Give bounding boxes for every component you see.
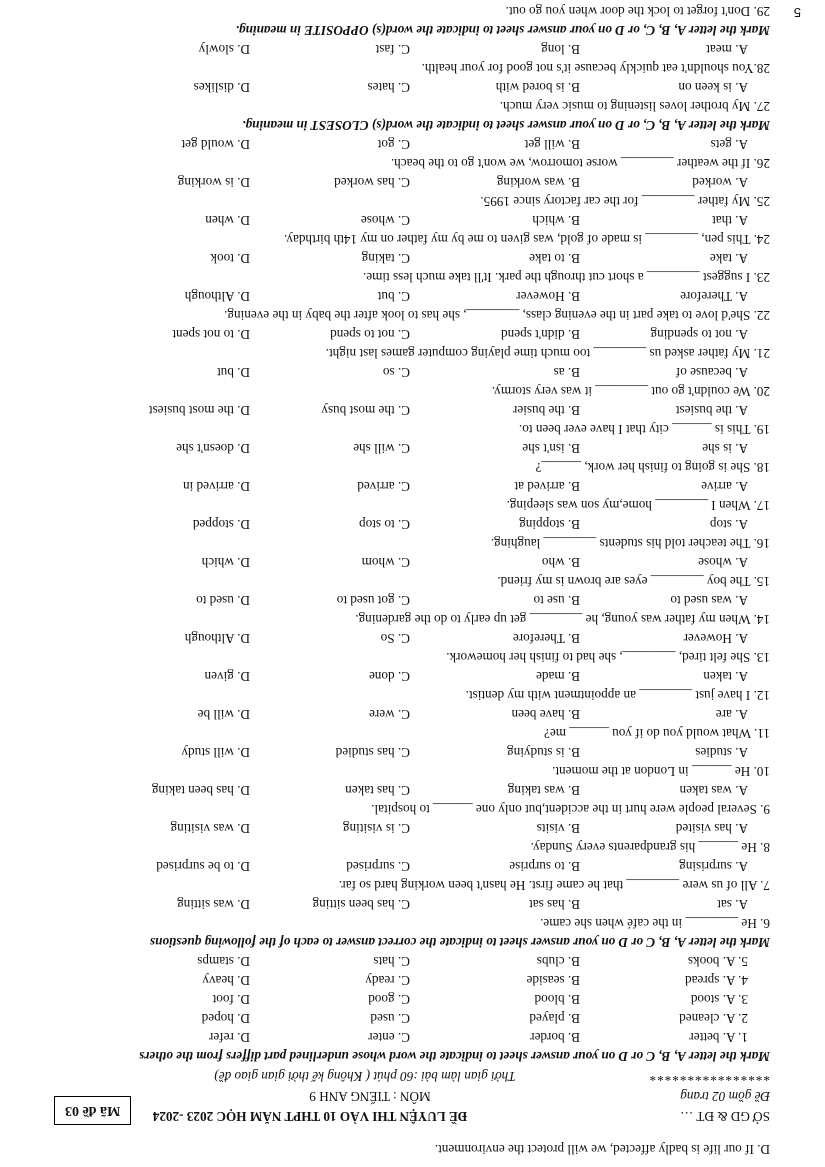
answer-option: A. worked xyxy=(692,175,748,190)
answer-option: D. would get xyxy=(181,137,250,152)
question-text: 15. The boy ________ eyes are brown is my friend. xyxy=(497,574,770,589)
answer-option: B. as xyxy=(553,365,580,380)
answer-option: C. the most busy xyxy=(321,403,410,418)
option-d: D. slowly xyxy=(198,42,250,57)
question-options xyxy=(50,211,770,230)
answer-option: B. visits xyxy=(536,821,580,836)
page-number: 5 xyxy=(793,5,801,20)
pron-row xyxy=(50,1028,770,1047)
question-options xyxy=(50,173,770,192)
answer-option: D. was sitting xyxy=(177,897,250,912)
pron-option: 3. A. stood xyxy=(690,992,748,1007)
answer-option: A. Therefore xyxy=(680,289,748,304)
answer-option: A. is she xyxy=(702,441,748,456)
section-4-instruction: Mark the letter A, B, C, or D on your answer sheet to indicate the word(s) OPPOSITE in meaning. xyxy=(235,23,770,38)
exam-code-box: Mã đề 03 xyxy=(54,1096,131,1125)
answer-option: A. studies xyxy=(695,745,748,760)
pron-option: B. blood xyxy=(534,992,580,1007)
option-a xyxy=(580,0,770,2)
answer-option: C. taking xyxy=(361,251,410,266)
question-text: 10. He ______ in London at the moment. xyxy=(552,764,770,779)
answer-option: B. isn't she xyxy=(522,441,580,456)
pron-option: C. good xyxy=(368,992,410,1007)
question-text: 9. Several people were hurt in the accident,but only one ______ to hospital. xyxy=(371,802,770,817)
answer-option: B. arrived at xyxy=(514,479,580,494)
answer-option: C. not to spend xyxy=(330,327,410,342)
answer-option: C. So xyxy=(380,631,410,646)
pron-row xyxy=(50,952,770,971)
answer-option: C. were xyxy=(368,707,410,722)
section-1-instruction: Mark the letter A, B, C or D on your answer sheet to indicate the word whose underlined part differs from the others xyxy=(139,1049,770,1064)
pron-option: D. heavy xyxy=(202,973,250,988)
answer-option: D. Although xyxy=(184,631,250,646)
page-count-note: Đề gồm 02 trang xyxy=(680,1089,770,1104)
pron-option: B. border xyxy=(530,1030,580,1045)
answer-option: B. has sat xyxy=(529,897,580,912)
question-text: 8. He ______ his grandparents every Sunday. xyxy=(530,840,770,855)
answer-option: D. to be surprised xyxy=(156,859,250,874)
answer-option: A. gets xyxy=(710,137,748,152)
answer-option: A. sat xyxy=(717,897,748,912)
option-a: A. is keen on xyxy=(678,80,748,95)
question-options xyxy=(50,439,770,458)
option-c: C. hates xyxy=(367,80,410,95)
answer-option: B. will get xyxy=(524,137,580,152)
option-b: B. is bored with xyxy=(495,80,580,95)
answer-option: A. because of xyxy=(675,365,748,380)
answer-option: C. but xyxy=(377,289,410,304)
pron-option: B. seaside xyxy=(526,973,580,988)
pron-row xyxy=(50,971,770,990)
answer-option: B. made xyxy=(536,669,580,684)
answer-option: D. will be xyxy=(197,707,250,722)
pron-option: D. hoped xyxy=(201,1011,250,1026)
pron-option: 5. A. books xyxy=(687,954,748,969)
question-options xyxy=(50,553,770,572)
answer-option: D. to not spent xyxy=(172,327,250,342)
pron-option: C. enter xyxy=(368,1030,410,1045)
pron-row xyxy=(50,990,770,1009)
question-options xyxy=(50,705,770,724)
question-options xyxy=(50,857,770,876)
answer-option: B. stopping xyxy=(519,517,580,532)
answer-option: C. has studied xyxy=(335,745,410,760)
question-text: 12. I have just ________ an appointment with my dentist. xyxy=(465,688,770,703)
question-list xyxy=(50,135,770,933)
answer-option: A. not to spending xyxy=(650,327,748,342)
question-text: 25. My father ________ for the car factory since 1995. xyxy=(480,194,770,209)
pron-option: B. clubs xyxy=(536,954,580,969)
answer-option: B. the busier xyxy=(512,403,580,418)
answer-option: D. the most busiest xyxy=(148,403,250,418)
answer-option: D. Although xyxy=(184,289,250,304)
answer-option: B. who xyxy=(541,555,580,570)
question-text: 22. She'd love to take part in the evening class, ________, she has to look after the baby in the evening. xyxy=(224,308,770,323)
answer-option: B. to surprise xyxy=(509,859,580,874)
answer-option: B. was taking xyxy=(507,783,580,798)
answer-option: D. given xyxy=(204,669,250,684)
question-options xyxy=(50,287,770,306)
answer-option: C. is visiting xyxy=(342,821,410,836)
question-options xyxy=(50,591,770,610)
pron-option: 1. A. better xyxy=(689,1030,748,1045)
answer-option: A. arrive xyxy=(701,479,748,494)
pronunciation-list xyxy=(50,952,770,1047)
answer-option: C. will she xyxy=(353,441,410,456)
pron-option: 4. A. spread xyxy=(685,973,748,988)
answer-option: C. whom xyxy=(361,555,410,570)
question-text: 14. When my father was young, he ________ get up early to do the gardening. xyxy=(355,612,770,627)
time-note: Thời gian làm bài :60 phút ( Không kể thời gian giao đề) xyxy=(214,1069,516,1084)
answer-option: C. got used to xyxy=(336,593,410,608)
pron-option: C. ready xyxy=(365,973,410,988)
answer-option: B. However xyxy=(516,289,580,304)
answer-option: A. that xyxy=(712,213,748,228)
answer-option: D. will study xyxy=(181,745,250,760)
question-29: 29. Don't forget to lock the door when you go out. xyxy=(505,4,770,19)
stars-divider: **************** xyxy=(648,1069,770,1084)
question-29-options xyxy=(50,0,770,2)
question-text: 26. If the weather ________ worse tomorrow, we won't go to the beach. xyxy=(390,156,770,171)
question-text: 6. He ________ in the café when she came. xyxy=(540,916,770,931)
answer-option: A. has visited xyxy=(675,821,748,836)
answer-option: B. have been xyxy=(511,707,580,722)
prev-page-line: D. If our life is badly affected, we will protect the environment. xyxy=(434,1142,770,1157)
section-2-instruction: Mark the letter A, B, C or D on your answer sheet to indicate the correct answer to each of the following questions xyxy=(149,935,770,950)
question-27: 27. My brother loves listening to music very much. xyxy=(499,99,770,114)
section-3-instruction: Mark the letter A, B, C, or D on your answer sheet to indicate the word(s) CLOSEST in meaning. xyxy=(242,118,770,133)
question-options xyxy=(50,895,770,914)
answer-option: C. has taken xyxy=(345,783,410,798)
question-options xyxy=(50,515,770,534)
question-options xyxy=(50,325,770,344)
answer-option: A. whose xyxy=(698,555,748,570)
question-text: 24. This pen, ________ is made of gold, was given to me by my father on my 14th birthday. xyxy=(283,232,770,247)
question-options xyxy=(50,249,770,268)
answer-option: A. stop xyxy=(709,517,748,532)
answer-option: D. stopped xyxy=(192,517,250,532)
answer-option: C. to stop xyxy=(359,517,410,532)
answer-option: C. has been sitting xyxy=(312,897,410,912)
header-row-1 xyxy=(50,1106,770,1126)
answer-option: B. didn't spend xyxy=(501,327,580,342)
answer-option: C. surprised xyxy=(346,859,410,874)
answer-option: D. but xyxy=(217,365,250,380)
option-d: D. dislikes xyxy=(193,80,250,95)
question-options xyxy=(50,819,770,838)
answer-option: C. got xyxy=(377,137,410,152)
pron-option: D. stamps xyxy=(197,954,250,969)
answer-option: A. take xyxy=(709,251,748,266)
question-text: 18. She is going to finish her work, ______? xyxy=(535,460,770,475)
question-text: 21. My father asked us ________ too much time playing computer games last night. xyxy=(325,346,770,361)
question-options xyxy=(50,743,770,762)
question-options xyxy=(50,135,770,154)
question-text: 7. All of us were ________ that he came first. He hasn't been working hard so far. xyxy=(338,878,770,893)
option-a: A. meat xyxy=(706,42,748,57)
answer-option: D. took xyxy=(210,251,250,266)
answer-option: B. is studying xyxy=(507,745,580,760)
answer-option: A. However xyxy=(683,631,748,646)
pron-option: B. played xyxy=(529,1011,580,1026)
answer-option: B. to take xyxy=(529,251,580,266)
question-text: 20. We couldn't go out ________ it was very stormy. xyxy=(491,384,770,399)
answer-option: C. has worked xyxy=(334,175,410,190)
header-row-2 xyxy=(50,1086,770,1106)
answer-option: A. the busiest xyxy=(675,403,748,418)
question-options xyxy=(50,363,770,382)
answer-option: D. is working xyxy=(177,175,250,190)
question-options xyxy=(50,781,770,800)
answer-option: D. doesn't she xyxy=(176,441,250,456)
answer-option: D. when xyxy=(205,213,250,228)
option-d xyxy=(206,0,250,2)
question-options xyxy=(50,629,770,648)
answer-option: D. was visiting xyxy=(170,821,250,836)
dept-label: SỞ GD & ĐT … xyxy=(680,1109,770,1124)
question-text: 19. This is ______ city that I have ever been to. xyxy=(519,422,770,437)
pron-option: 2. A. cleaned xyxy=(679,1011,748,1026)
question-27-options xyxy=(50,78,770,97)
question-options xyxy=(50,667,770,686)
answer-option: A. surprising xyxy=(679,859,748,874)
question-text: 17. When I ________ home,my son was sleeping. xyxy=(506,498,770,513)
answer-option: D. used to xyxy=(196,593,250,608)
option-c xyxy=(250,0,410,2)
option-c: C. fast xyxy=(375,42,410,57)
question-28: 28.You shouldn't eat quickly because it's not good for your health. xyxy=(421,61,770,76)
answer-option: C. so xyxy=(382,365,410,380)
question-options xyxy=(50,477,770,496)
pron-option: D. foot xyxy=(212,992,250,1007)
answer-option: B. was working xyxy=(496,175,580,190)
exam-content xyxy=(50,0,770,1159)
answer-option: C. done xyxy=(368,669,410,684)
answer-option: C. arrived xyxy=(357,479,410,494)
subject-label: MÔN : TIẾNG ANH 9 xyxy=(309,1089,431,1104)
answer-option: D. which xyxy=(201,555,250,570)
answer-option: D. has been taking xyxy=(151,783,250,798)
question-text: 13. She felt tired, ________, she had to finish her homework. xyxy=(446,650,770,665)
answer-option: B. use to xyxy=(533,593,580,608)
answer-option: B. Therefore xyxy=(512,631,580,646)
answer-option: A. was taken xyxy=(679,783,748,798)
answer-option: A. was used to xyxy=(670,593,748,608)
answer-option: B. which xyxy=(532,213,580,228)
question-text: 23. I suggest ________ a short cut through the park. It'll take much less time. xyxy=(362,270,770,285)
header-row-3 xyxy=(50,1066,770,1086)
pron-option: C. used xyxy=(370,1011,410,1026)
exam-title: ĐỀ LUYỆN THI VÀO 10 THPT NĂM HỌC 2023 -2024 xyxy=(152,1109,468,1124)
answer-option: C. whose xyxy=(360,213,410,228)
answer-option: D. arrived in xyxy=(182,479,250,494)
pron-option: D. refer xyxy=(209,1030,250,1045)
question-28-options xyxy=(50,40,770,59)
answer-option: A. are xyxy=(715,707,748,722)
option-b: B. long xyxy=(541,42,580,57)
question-text: 16. The teacher told his students ________ laughing. xyxy=(490,536,770,551)
answer-option: A. taken xyxy=(703,669,748,684)
pron-option: C. hats xyxy=(373,954,410,969)
option-b xyxy=(410,0,580,2)
question-options xyxy=(50,401,770,420)
question-text: 11. What would you do if you ______ me? xyxy=(544,726,770,741)
pron-row xyxy=(50,1009,770,1028)
